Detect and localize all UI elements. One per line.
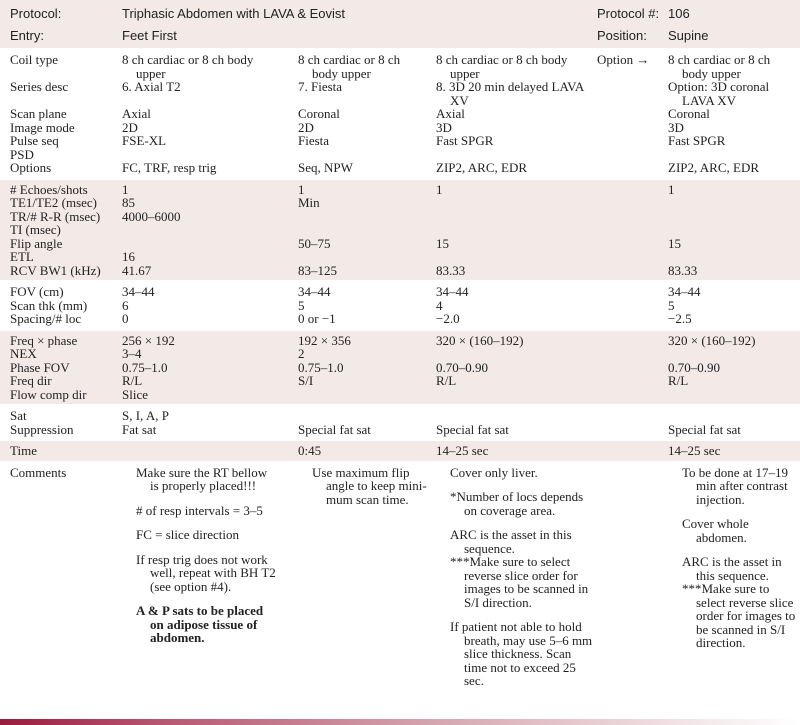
parameter-value: Min (298, 195, 320, 210)
protocol-number-label: Protocol #: (597, 5, 660, 21)
comment-note: Cover only liver. (450, 464, 538, 480)
parameter-value (668, 210, 800, 224)
parameter-value: 14–25 sec (668, 443, 721, 458)
option-cell (597, 134, 668, 148)
table-row (0, 334, 800, 348)
parameter-value: 8 ch cardiac or 8 ch body upper (122, 52, 254, 81)
option-cell (597, 80, 668, 107)
parameter-value: 2D (122, 119, 138, 135)
comment-note: ***Make sure to select reverse slice order for images to be scanned in S/I direction. (450, 554, 589, 610)
parameter-value (436, 223, 597, 237)
parameter-value (108, 444, 298, 458)
parameter-value: 41.67 (122, 262, 152, 278)
parameter-value (436, 148, 597, 162)
option-cell (597, 210, 668, 224)
parameter-value (298, 409, 436, 423)
parameter-value: 15 (668, 235, 681, 251)
parameter-value: 6 (122, 297, 129, 313)
parameter-label: # Echoes/shots (10, 181, 88, 197)
comment-note: # of resp intervals = 3–5 (136, 502, 263, 518)
parameter-value: 8 ch cardiac or 8 ch body upper (668, 52, 771, 81)
comment-note: ***Make sure to select reverse slice order for images to be scanned in S/I direction. (682, 581, 796, 650)
parameter-value: 0.70–0.90 (668, 359, 720, 375)
parameter-value: 83.33 (668, 262, 698, 278)
parameter-label: Time (10, 443, 37, 458)
comment-column (108, 466, 298, 699)
parameter-value: 1 (436, 181, 443, 197)
comment-note: Use maximum flip angle to keep mini-mum scan time. (312, 464, 427, 507)
parameter-value: 15 (436, 235, 449, 251)
parameter-value (668, 196, 800, 210)
parameter-value: Coronal (668, 106, 710, 121)
parameter-value: Option: 3D coronal LAVA XV (668, 79, 770, 108)
parameter-value: 0.75–1.0 (298, 359, 344, 375)
table-row (0, 161, 800, 175)
parameter-value: Axial (436, 106, 465, 121)
parameter-value: Coronal (298, 106, 340, 121)
parameter-label: Freq dir (10, 373, 52, 388)
option-cell (597, 388, 668, 402)
position-value: Supine (668, 27, 709, 43)
option-cell (597, 121, 668, 135)
table-row (0, 134, 800, 148)
protocol-row (0, 2, 800, 24)
parameter-value (436, 250, 597, 264)
parameter-label: Options (10, 160, 52, 175)
parameter-value: 5 (668, 297, 675, 313)
parameter-label: Sat (10, 408, 27, 423)
table-row (0, 196, 800, 210)
parameter-label: NEX (10, 346, 37, 361)
table-row (0, 107, 800, 121)
table-row (0, 250, 800, 264)
parameter-group (0, 178, 800, 281)
parameter-value: Fast SPGR (668, 133, 726, 148)
option-cell (597, 347, 668, 361)
parameter-value: FSE-XL (122, 133, 167, 148)
parameter-value: 2D (298, 119, 314, 135)
parameter-value (668, 409, 800, 423)
comment-note: To be done at 17–19 min after contrast injection. (682, 464, 788, 507)
parameter-label: Series desc (10, 79, 69, 94)
parameter-group (0, 439, 800, 461)
comment-column (597, 466, 668, 699)
comments-group (0, 461, 800, 702)
comment-note: A & P sats to be placed on adipose tissue of abdomen. (136, 603, 264, 645)
entry-value: Feet First (122, 27, 177, 43)
parameter-value: 8 ch cardiac or 8 ch body upper (298, 52, 401, 81)
parameter-value: ZIP2, ARC, EDR (668, 160, 760, 175)
option-cell (597, 148, 668, 162)
parameter-value: 34–44 (122, 284, 155, 299)
table-row (0, 237, 800, 251)
option-cell (597, 312, 668, 326)
option-cell (597, 107, 668, 121)
parameter-label: TI (msec) (10, 222, 61, 237)
option-cell (597, 423, 668, 437)
parameter-label: Scan plane (10, 106, 67, 121)
parameter-label: Pulse seq (10, 133, 59, 148)
parameter-group (0, 404, 800, 439)
table-row (0, 374, 800, 388)
parameter-value (668, 347, 800, 361)
option-cell (597, 237, 668, 251)
option-cell (597, 361, 668, 375)
parameter-value (668, 148, 800, 162)
comment-column (298, 466, 436, 699)
parameter-value: 0 or −1 (298, 311, 336, 326)
protocol-value: Triphasic Abdomen with LAVA & Eovist (122, 5, 346, 21)
parameter-value (298, 210, 436, 224)
parameter-value: 8 ch cardiac or 8 ch body upper (436, 52, 568, 81)
parameter-value (436, 210, 597, 224)
parameter-label: Phase FOV (10, 359, 70, 375)
comments-row (0, 466, 800, 699)
parameter-value: 3D (436, 119, 452, 135)
footer-accent-bar (0, 719, 800, 725)
parameter-label: Flip angle (10, 235, 63, 251)
parameter-value: 256 × 192 (122, 332, 175, 348)
parameter-group (0, 280, 800, 329)
table-row (0, 299, 800, 313)
table-row (0, 80, 800, 107)
table-row (0, 121, 800, 135)
parameter-value: 4000–6000 (122, 208, 181, 224)
table-row (0, 361, 800, 375)
option-cell (597, 334, 668, 348)
parameter-value: R/L (122, 373, 143, 388)
option-cell (597, 299, 668, 313)
table-row (0, 53, 800, 80)
protocol-header (0, 0, 800, 48)
comment-note: If resp trig does not work well, repeat with BH T2 (see option #4). (136, 551, 276, 594)
table-row (0, 223, 800, 237)
parameter-value (436, 409, 597, 423)
comments-label: Comments (10, 464, 67, 480)
table-row (0, 285, 800, 299)
parameter-label: RCV BW1 (kHz) (10, 262, 101, 278)
parameter-value: ZIP2, ARC, EDR (436, 160, 528, 175)
parameter-value: 2 (298, 346, 305, 361)
parameter-value: 3D (668, 119, 684, 135)
parameter-value: Slice (122, 386, 148, 402)
option-cell (597, 183, 668, 197)
comment-note: ARC is the asset in this sequence. (682, 554, 782, 583)
parameter-value: 7. Fiesta (298, 79, 343, 94)
parameter-value: 4 (436, 297, 443, 313)
parameter-value: 16 (122, 249, 135, 264)
parameter-value: Fiesta (298, 133, 330, 148)
parameter-value: Special fat sat (436, 421, 509, 437)
parameter-value (298, 388, 436, 402)
parameter-value: 0.70–0.90 (436, 359, 488, 375)
parameter-value: S, I, A, P (122, 408, 169, 423)
parameter-value: −2.5 (668, 311, 692, 326)
comment-note: If patient not able to hold breath, may use 5–6 mm slice thickness. Scan time not to exceed 25 sec. (450, 619, 593, 688)
parameter-value: 8. 3D 20 min delayed LAVA XV (436, 79, 584, 108)
table-row (0, 312, 800, 326)
comment-note: Cover whole abdomen. (682, 516, 749, 545)
parameter-value (298, 148, 436, 162)
parameter-label: TR/# R-R (msec) (10, 208, 101, 224)
table-row (0, 148, 800, 162)
table-row (0, 264, 800, 278)
parameter-label: Image mode (10, 119, 75, 135)
table-row (0, 388, 800, 402)
parameter-value: 0:45 (298, 443, 322, 458)
parameter-value: 5 (298, 297, 305, 313)
option-cell (597, 161, 668, 175)
parameter-value (298, 250, 436, 264)
parameter-value: R/L (436, 373, 457, 388)
parameter-label: Flow comp dir (10, 386, 87, 402)
parameter-value: 0.75–1.0 (122, 359, 168, 375)
option-cell (597, 285, 668, 299)
parameter-value (108, 223, 298, 237)
parameter-label: Suppression (10, 421, 74, 437)
parameter-value: 34–44 (298, 284, 331, 299)
parameter-label: Freq × phase (10, 332, 78, 348)
parameter-value: 50–75 (298, 235, 331, 251)
option-cell (597, 409, 668, 423)
table-row (0, 347, 800, 361)
option-cell (597, 196, 668, 210)
parameter-value: 83–125 (298, 262, 337, 278)
parameter-value (108, 148, 298, 162)
parameter-value: Special fat sat (668, 421, 741, 437)
parameter-value (668, 250, 800, 264)
parameter-value (668, 223, 800, 237)
parameter-group (0, 48, 800, 178)
protocol-number-value: 106 (668, 5, 690, 21)
parameter-value: Fast SPGR (436, 133, 494, 148)
parameter-label: FOV (cm) (10, 284, 64, 299)
parameter-value: 3–4 (122, 346, 142, 361)
parameter-value: Special fat sat (298, 421, 371, 437)
parameter-value (668, 388, 800, 402)
parameter-value: 192 × 356 (298, 332, 351, 348)
option-cell (597, 250, 668, 264)
option-cell (597, 223, 668, 237)
parameter-value: 320 × (160–192) (668, 332, 756, 348)
parameter-value: 34–44 (668, 284, 701, 299)
parameter-value: R/L (668, 373, 689, 388)
parameter-value (436, 196, 597, 210)
entry-row (0, 24, 800, 46)
parameter-value: 1 (668, 181, 675, 197)
option-cell (597, 264, 668, 278)
table-row (0, 444, 800, 458)
comment-note: Make sure the RT bellow is properly placed!!! (136, 464, 268, 493)
parameter-value: 83.33 (436, 262, 466, 278)
parameter-value (298, 223, 436, 237)
comment-note: *Number of locs depends on coverage area. (450, 489, 584, 518)
parameter-label: Scan thk (mm) (10, 297, 88, 313)
comment-note: ARC is the asset in this sequence. (450, 527, 572, 556)
parameter-value (436, 347, 597, 361)
parameter-value: 14–25 sec (436, 443, 489, 458)
parameter-value: 1 (122, 181, 129, 197)
comment-note: FC = slice direction (136, 527, 240, 542)
parameter-value: 320 × (160–192) (436, 332, 524, 348)
table-row (0, 183, 800, 197)
parameter-value: Seq, NPW (298, 160, 353, 175)
parameter-value: −2.0 (436, 311, 460, 326)
protocol-label: Protocol: (10, 5, 62, 21)
table-row (0, 409, 800, 423)
parameter-value (108, 237, 298, 251)
parameter-value: 85 (122, 195, 135, 210)
parameter-label: TE1/TE2 (msec) (10, 195, 97, 210)
parameter-value: FC, TRF, resp trig (122, 160, 217, 175)
option-cell: Option → (597, 52, 650, 67)
parameter-value: 1 (298, 181, 305, 197)
parameter-value: 34–44 (436, 284, 469, 299)
parameter-value: Axial (122, 106, 151, 121)
parameter-label: Coil type (10, 52, 59, 67)
table-row (0, 423, 800, 437)
parameter-label: ETL (10, 249, 34, 264)
parameter-value: S/I (298, 373, 314, 388)
comment-column (668, 466, 800, 699)
parameter-value (436, 388, 597, 402)
parameter-label: Spacing/# loc (10, 311, 82, 326)
entry-label: Entry: (10, 27, 44, 43)
table-row (0, 210, 800, 224)
option-cell (597, 374, 668, 388)
parameter-label: PSD (10, 146, 34, 162)
comment-column (436, 466, 597, 699)
parameter-value: Fat sat (122, 421, 157, 437)
parameter-value: 6. Axial T2 (122, 79, 181, 94)
parameter-group (0, 329, 800, 405)
position-label: Position: (597, 27, 647, 43)
protocol-table (0, 48, 800, 702)
parameter-value: 0 (122, 311, 129, 326)
option-cell (597, 444, 668, 458)
